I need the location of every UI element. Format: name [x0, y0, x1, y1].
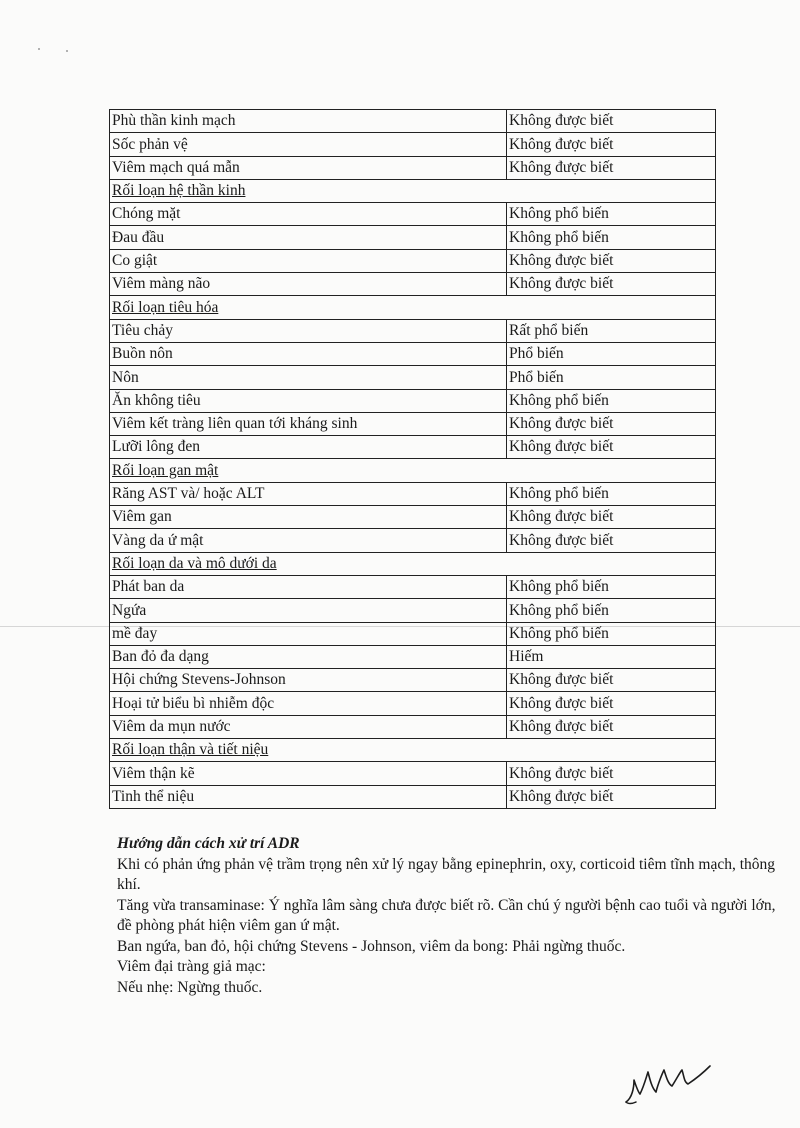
table-row	[110, 669, 716, 692]
category-row	[110, 552, 716, 575]
reaction-name: Răng AST và/ hoặc ALT	[110, 482, 507, 505]
table-row	[110, 506, 716, 529]
reaction-frequency: Hiếm	[507, 645, 716, 668]
category-cell	[110, 459, 716, 482]
reaction-frequency: Không phổ biến	[507, 226, 716, 249]
category-label: Rối loạn da và mô dưới da	[112, 554, 277, 572]
table-row	[110, 622, 716, 645]
reaction-frequency: Không được biết	[507, 715, 716, 738]
category-label: Rối loạn hệ thần kinh	[112, 182, 246, 200]
reaction-name: Sốc phản vệ	[110, 133, 507, 156]
reaction-frequency: Không được biết	[507, 785, 716, 808]
reaction-name: Viêm gan	[110, 506, 507, 529]
reaction-frequency: Không phổ biến	[507, 203, 716, 226]
table-row	[110, 529, 716, 552]
category-label: Rối loạn tiêu hóa	[112, 298, 219, 316]
reaction-frequency: Không được biết	[507, 412, 716, 435]
table-row	[110, 110, 716, 133]
reaction-name: mề đay	[110, 622, 507, 645]
reaction-name: Vàng da ứ mật	[110, 529, 507, 552]
table-row	[110, 762, 716, 785]
guidance-paragraph: Nếu nhẹ: Ngừng thuốc.	[117, 978, 263, 996]
reaction-name: Hoại tử biểu bì nhiễm độc	[110, 692, 507, 715]
table-row	[110, 575, 716, 598]
guidance-title: Hướng dẫn cách xử trí ADR	[117, 835, 300, 852]
reaction-name: Viêm thận kẽ	[110, 762, 507, 785]
adverse-reactions-table-body	[110, 110, 716, 809]
reaction-name: Tinh thể niệu	[110, 785, 507, 808]
reaction-frequency: Không phổ biến	[507, 482, 716, 505]
reaction-frequency: Không được biết	[507, 436, 716, 459]
guidance-paragraph: Khi có phản ứng phản vệ trầm trọng nên xử lý ngay bằng epinephrin, oxy, corticoid tiêm tĩnh mạch, thông khí.	[117, 855, 776, 893]
reaction-frequency: Phổ biến	[507, 342, 716, 365]
guidance-paragraph: Tăng vừa transaminase: Ý nghĩa lâm sàng chưa được biết rõ. Cần chú ý người bệnh cao tuổi và người lớn, đề phòng phát hiện viêm gan ứ mật.	[117, 896, 776, 934]
guidance-paragraph: Viêm đại tràng giả mạc:	[117, 958, 266, 975]
handwritten-signature	[618, 1058, 728, 1108]
reaction-frequency: Rất phổ biến	[507, 319, 716, 342]
table-row	[110, 436, 716, 459]
table-row	[110, 692, 716, 715]
reaction-name: Đau đầu	[110, 226, 507, 249]
table-row	[110, 599, 716, 622]
table-row	[110, 319, 716, 342]
reaction-name: Chóng mặt	[110, 203, 507, 226]
category-row	[110, 459, 716, 482]
reaction-frequency: Không được biết	[507, 692, 716, 715]
table-row	[110, 389, 716, 412]
reaction-name: Ban đỏ đa dạng	[110, 645, 507, 668]
reaction-name: Viêm kết tràng liên quan tới kháng sinh	[110, 412, 507, 435]
table-row	[110, 412, 716, 435]
category-cell	[110, 552, 716, 575]
adr-guidance-section	[117, 834, 777, 998]
category-row	[110, 179, 716, 202]
reaction-frequency: Không được biết	[507, 133, 716, 156]
scan-speck	[38, 48, 40, 50]
reaction-name: Nôn	[110, 366, 507, 389]
table-row	[110, 133, 716, 156]
reaction-frequency: Không được biết	[507, 249, 716, 272]
table-row	[110, 273, 716, 296]
reaction-frequency: Không được biết	[507, 762, 716, 785]
reaction-name: Phù thần kinh mạch	[110, 110, 507, 133]
category-label: Rối loạn thận và tiết niệu	[112, 741, 269, 759]
category-label: Rối loạn gan mật	[112, 461, 219, 479]
reaction-name: Phát ban da	[110, 575, 507, 598]
table-row	[110, 715, 716, 738]
reaction-frequency: Không được biết	[507, 506, 716, 529]
reaction-name: Viêm màng não	[110, 273, 507, 296]
reaction-name: Viêm da mụn nước	[110, 715, 507, 738]
reaction-frequency: Không phổ biến	[507, 389, 716, 412]
reaction-frequency: Không phổ biến	[507, 622, 716, 645]
reaction-frequency: Không được biết	[507, 529, 716, 552]
category-row	[110, 296, 716, 319]
reaction-frequency: Không được biết	[507, 110, 716, 133]
table-row	[110, 366, 716, 389]
reaction-frequency: Không được biết	[507, 669, 716, 692]
table-row	[110, 226, 716, 249]
table-row	[110, 156, 716, 179]
table-row	[110, 645, 716, 668]
reaction-frequency: Không được biết	[507, 273, 716, 296]
table-row	[110, 203, 716, 226]
table-row	[110, 342, 716, 365]
table-row	[110, 785, 716, 808]
table-row	[110, 249, 716, 272]
table-row	[110, 482, 716, 505]
scan-speck	[66, 50, 68, 52]
reaction-name: Tiêu chảy	[110, 319, 507, 342]
adverse-reactions-table	[109, 109, 716, 809]
reaction-name: Buồn nôn	[110, 342, 507, 365]
reaction-frequency: Không phổ biến	[507, 575, 716, 598]
reaction-name: Ăn không tiêu	[110, 389, 507, 412]
reaction-frequency: Không phổ biến	[507, 599, 716, 622]
reaction-name: Viêm mạch quá mẫn	[110, 156, 507, 179]
category-row	[110, 739, 716, 762]
category-cell	[110, 296, 716, 319]
category-cell	[110, 179, 716, 202]
reaction-name: Hội chứng Stevens-Johnson	[110, 669, 507, 692]
guidance-paragraph: Ban ngứa, ban đỏ, hội chứng Stevens - Johnson, viêm da bong: Phải ngừng thuốc.	[117, 937, 626, 955]
category-cell	[110, 739, 716, 762]
reaction-frequency: Phổ biến	[507, 366, 716, 389]
reaction-frequency: Không được biết	[507, 156, 716, 179]
reaction-name: Lưỡi lông đen	[110, 436, 507, 459]
reaction-name: Co giật	[110, 249, 507, 272]
reaction-name: Ngứa	[110, 599, 507, 622]
